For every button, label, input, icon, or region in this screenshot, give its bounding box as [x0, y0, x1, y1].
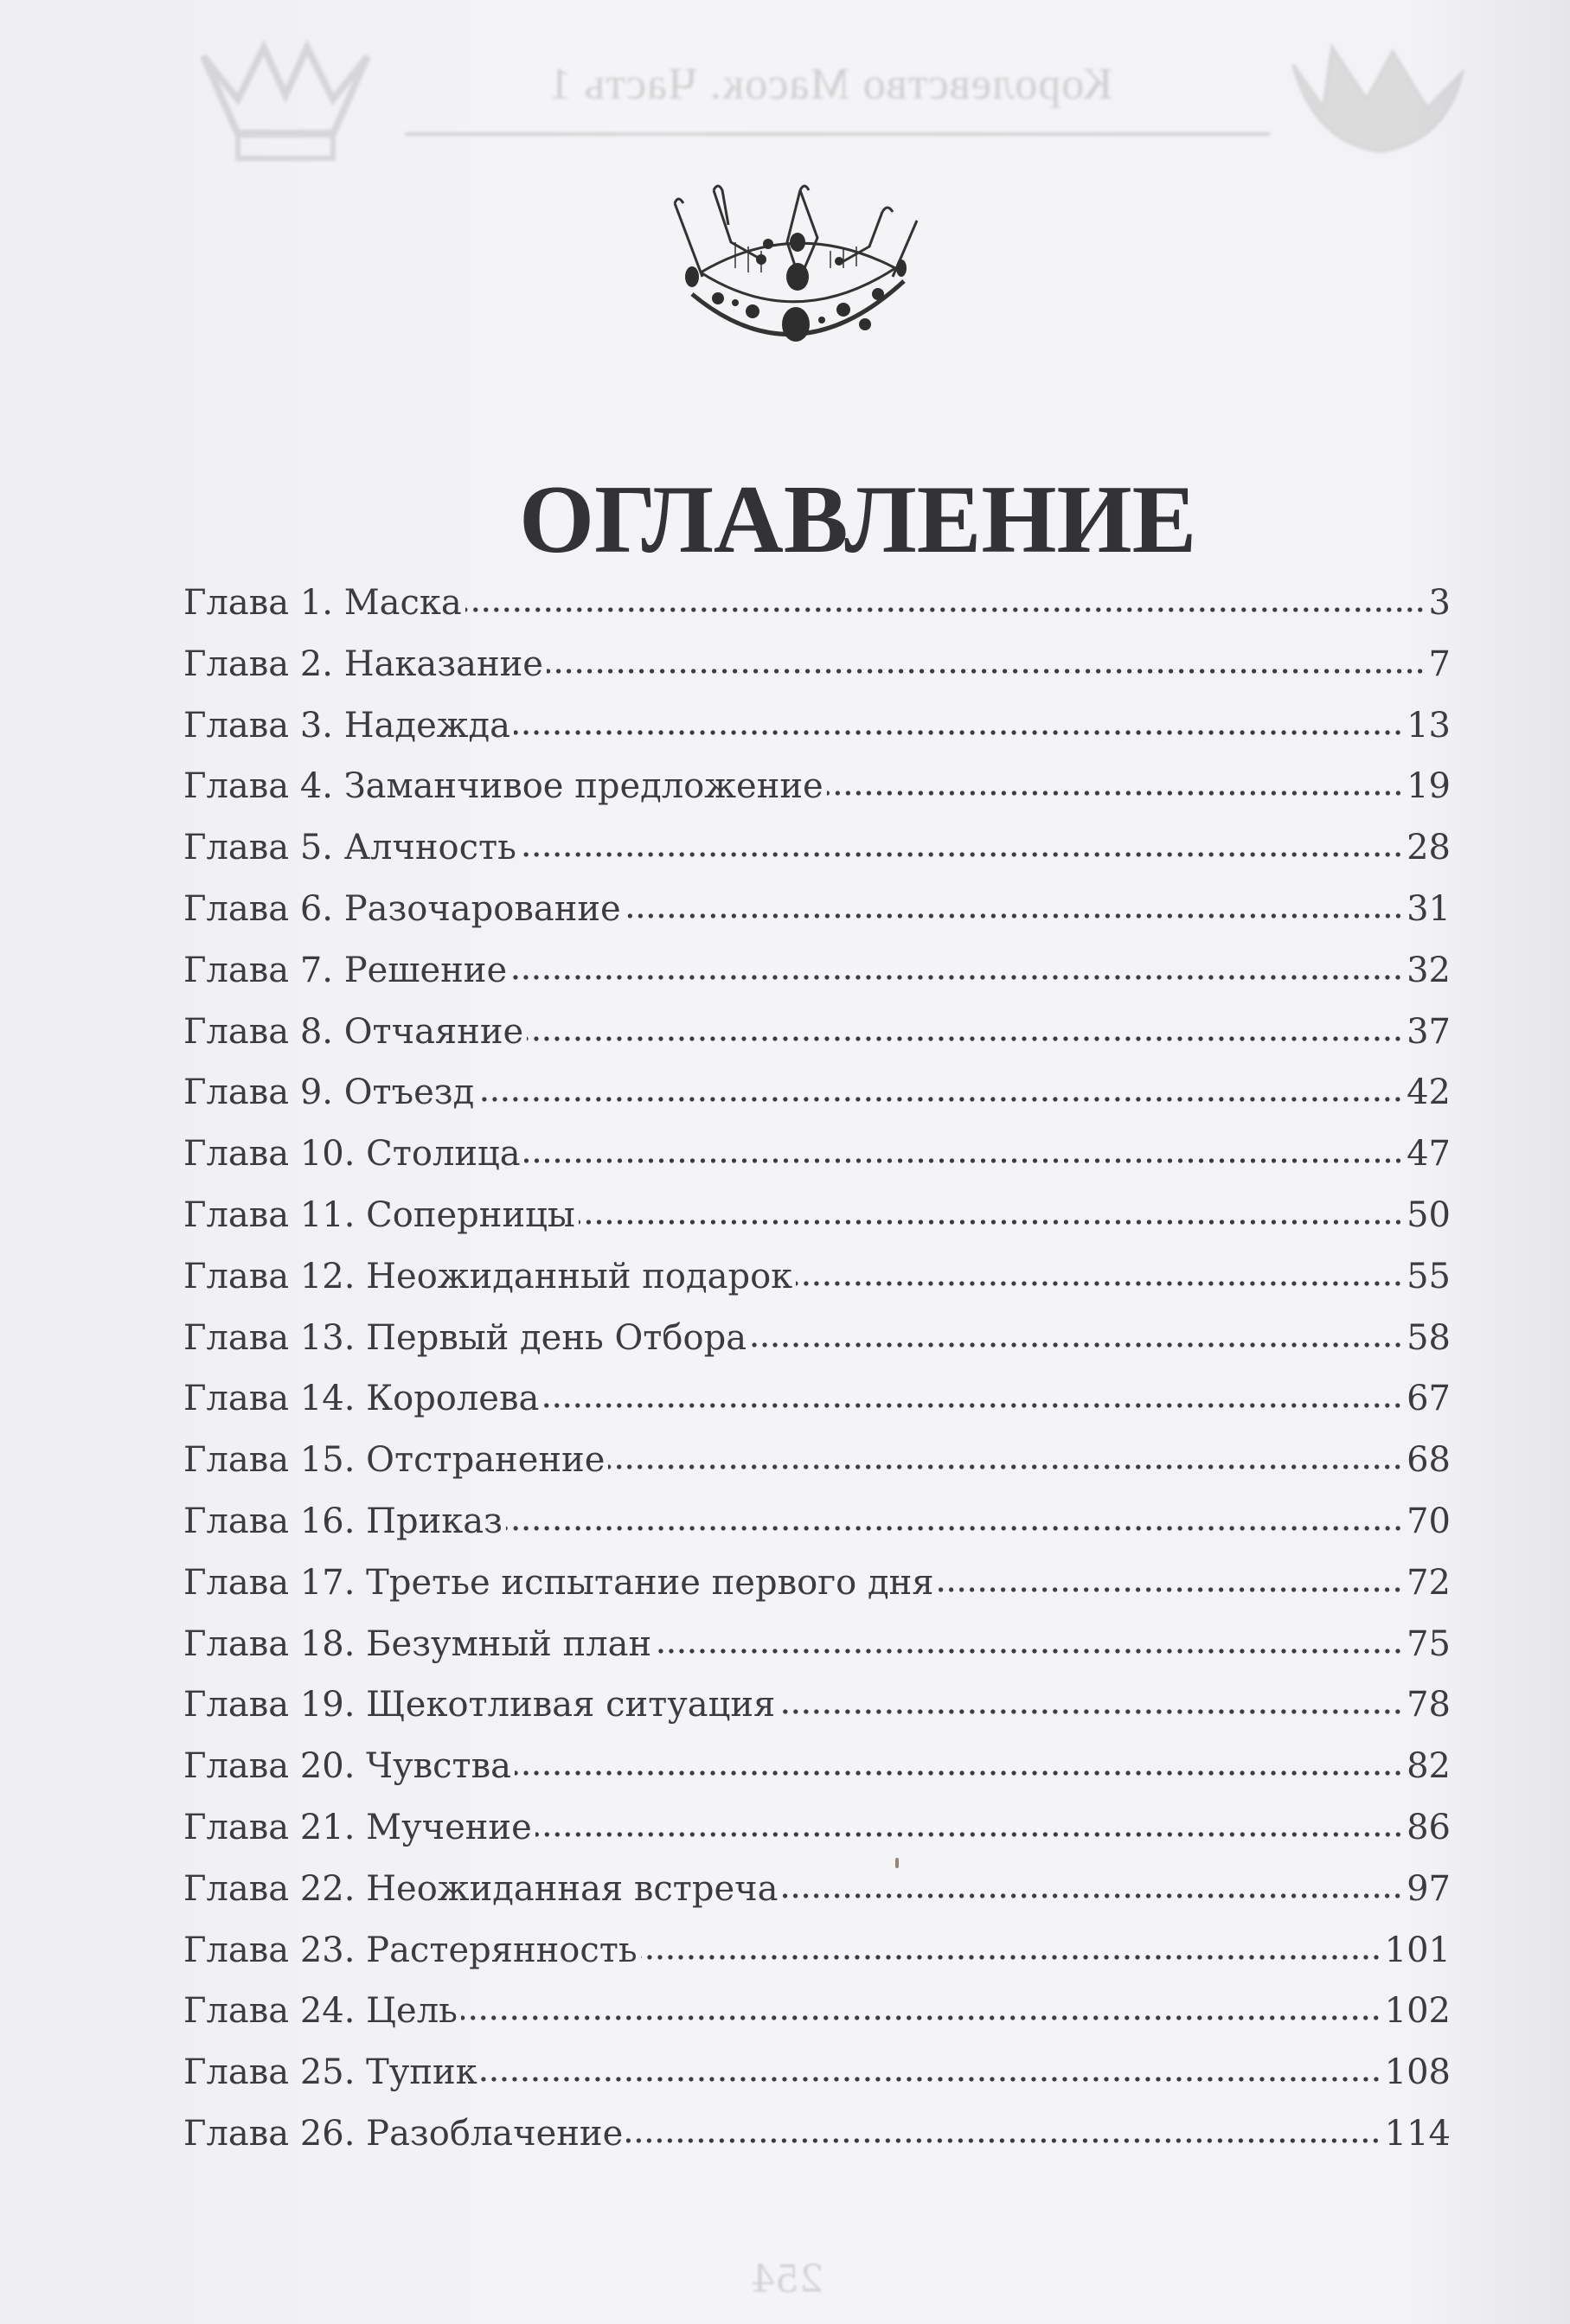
dot-leader	[477, 1069, 1403, 1104]
dot-leader	[608, 1437, 1403, 1471]
toc-entry-title: Глава 11. Соперницы	[183, 1194, 575, 1235]
toc-entry-page: 3	[1428, 583, 1451, 623]
toc-entry[interactable]	[183, 641, 1451, 702]
dot-leader	[625, 886, 1403, 920]
toc-entry[interactable]	[183, 2110, 1451, 2172]
toc-entry[interactable]	[183, 824, 1451, 886]
toc-entry[interactable]	[183, 1192, 1451, 1253]
toc-entry[interactable]	[183, 1621, 1451, 1682]
toc-entry[interactable]	[183, 1315, 1451, 1376]
bleed-header-title: Королевство Масок. Часть 1	[548, 60, 1113, 109]
toc-entry-page: 37	[1407, 1011, 1451, 1052]
dot-leader	[515, 1743, 1403, 1777]
toc-entry-title: Глава 5. Алчность	[183, 828, 516, 868]
dot-leader	[547, 641, 1426, 675]
dot-leader	[524, 1130, 1403, 1165]
toc-entry[interactable]	[183, 1927, 1451, 1988]
dot-leader	[655, 1621, 1403, 1655]
toc-entry[interactable]	[183, 1866, 1451, 1927]
toc-entry[interactable]	[183, 1375, 1451, 1437]
toc-entry[interactable]	[183, 1804, 1451, 1866]
toc-entry-page: 101	[1384, 1930, 1451, 1970]
toc-entry-title: Глава 10. Столица	[183, 1134, 521, 1175]
toc-entry-title: Глава 22. Неожиданная встреча	[183, 1868, 779, 1909]
toc-entry-page: 70	[1407, 1501, 1451, 1541]
toc-entry-title: Глава 23. Растерянность	[183, 1930, 638, 1970]
dot-leader	[626, 2110, 1381, 2145]
toc-entry-title: Глава 3. Надежда	[183, 705, 511, 746]
toc-entry-page: 42	[1407, 1072, 1451, 1113]
bleed-crown-right-icon	[1280, 39, 1479, 169]
dot-leader	[481, 2049, 1381, 2084]
toc-entry-title: Глава 16. Приказ	[183, 1501, 503, 1541]
dot-leader	[937, 1559, 1403, 1594]
toc-entry-title: Глава 24. Цель	[183, 1991, 458, 2032]
page-title: ОГЛАВЛЕНИЕ	[519, 466, 1197, 574]
dot-leader	[827, 763, 1403, 797]
toc-entry-title: Глава 19. Щекотливая ситуация	[183, 1685, 776, 1725]
toc-entry[interactable]	[183, 1681, 1451, 1743]
dot-leader	[796, 1253, 1403, 1288]
paper-speck	[895, 1858, 899, 1868]
toc-entry-title: Глава 20. Чувства	[183, 1746, 512, 1787]
toc-entry[interactable]	[183, 1130, 1451, 1192]
toc-entry[interactable]	[183, 1253, 1451, 1315]
toc-entry-page: 114	[1384, 2113, 1451, 2154]
toc-entry[interactable]	[183, 763, 1451, 824]
toc-entry[interactable]	[183, 947, 1451, 1008]
bleed-through-header	[0, 0, 1570, 173]
toc-entry-title: Глава 26. Разоблачение	[183, 2113, 624, 2154]
dot-leader	[641, 1927, 1381, 1962]
dot-leader	[750, 1315, 1403, 1349]
toc-entry-title: Глава 21. Мучение	[183, 1807, 532, 1847]
toc-entry-title: Глава 2. Наказание	[183, 643, 543, 684]
toc-entry-title: Глава 1. Маска	[183, 583, 462, 623]
toc-entry-title: Глава 4. Заманчивое предложение	[183, 766, 823, 807]
toc-entry-title: Глава 15. Отстранение	[183, 1440, 606, 1481]
toc-entry-page: 82	[1407, 1746, 1451, 1787]
toc-entry[interactable]	[183, 1008, 1451, 1070]
toc-entry-page: 75	[1407, 1623, 1451, 1664]
toc-entry-page: 68	[1407, 1440, 1451, 1481]
toc-entry-title: Глава 9. Отъезд	[183, 1072, 475, 1113]
dot-leader	[779, 1681, 1403, 1716]
bleed-crown-left-icon	[186, 39, 385, 169]
toc-entry-title: Глава 14. Королева	[183, 1379, 540, 1419]
dot-leader	[527, 1008, 1403, 1043]
bleed-header-rule	[405, 132, 1270, 136]
dot-leader	[514, 702, 1403, 737]
toc-entry-title: Глава 6. Разочарование	[183, 888, 621, 929]
toc-entry[interactable]	[183, 579, 1451, 641]
dot-leader	[535, 1804, 1403, 1839]
toc-entry[interactable]	[183, 702, 1451, 764]
toc-entry-title: Глава 18. Безумный план	[183, 1623, 652, 1664]
toc-entry[interactable]	[183, 2049, 1451, 2110]
dot-leader	[506, 1498, 1403, 1533]
toc-entry-page: 19	[1407, 766, 1451, 807]
toc-entry-page: 86	[1407, 1807, 1451, 1847]
toc-entry-page: 67	[1407, 1379, 1451, 1419]
toc-entry[interactable]	[183, 1437, 1451, 1498]
table-of-contents	[183, 579, 1451, 2172]
toc-entry-page: 13	[1407, 705, 1451, 746]
toc-entry-title: Глава 13. Первый день Отбора	[183, 1317, 747, 1358]
toc-entry-page: 7	[1428, 643, 1451, 684]
dot-leader	[465, 579, 1426, 614]
bleed-through-page-number: 254	[751, 2257, 823, 2302]
dot-leader	[781, 1866, 1403, 1900]
dot-leader	[579, 1192, 1403, 1226]
toc-entry-page: 78	[1407, 1685, 1451, 1725]
dot-leader	[520, 824, 1403, 859]
toc-entry-page: 47	[1407, 1134, 1451, 1175]
toc-entry-title: Глава 8. Отчаяние	[183, 1011, 524, 1052]
toc-entry[interactable]	[183, 1988, 1451, 2049]
toc-entry[interactable]	[183, 1069, 1451, 1130]
toc-entry-page: 50	[1407, 1194, 1451, 1235]
toc-entry-page: 31	[1407, 888, 1451, 929]
toc-entry-page: 55	[1407, 1256, 1451, 1296]
toc-entry-page: 32	[1407, 950, 1451, 990]
toc-entry[interactable]	[183, 1743, 1451, 1804]
toc-entry-page: 102	[1384, 1991, 1451, 2032]
dot-leader	[542, 1375, 1403, 1410]
toc-entry-page: 28	[1407, 828, 1451, 868]
toc-entry-page: 58	[1407, 1317, 1451, 1358]
dot-leader	[510, 947, 1403, 982]
toc-entry-title: Глава 25. Тупик	[183, 2052, 477, 2093]
toc-entry-page: 108	[1384, 2052, 1451, 2093]
dot-leader	[461, 1988, 1381, 2022]
toc-entry[interactable]	[183, 1498, 1451, 1559]
toc-entry-page: 72	[1407, 1562, 1451, 1603]
toc-entry-page: 97	[1407, 1868, 1451, 1909]
toc-entry[interactable]	[183, 1559, 1451, 1621]
toc-entry-title: Глава 12. Неожиданный подарок	[183, 1256, 793, 1296]
toc-entry-title: Глава 7. Решение	[183, 950, 508, 990]
crown-icon	[666, 182, 926, 355]
toc-entry[interactable]	[183, 886, 1451, 947]
toc-entry-title: Глава 17. Третье испытание первого дня	[183, 1562, 934, 1603]
